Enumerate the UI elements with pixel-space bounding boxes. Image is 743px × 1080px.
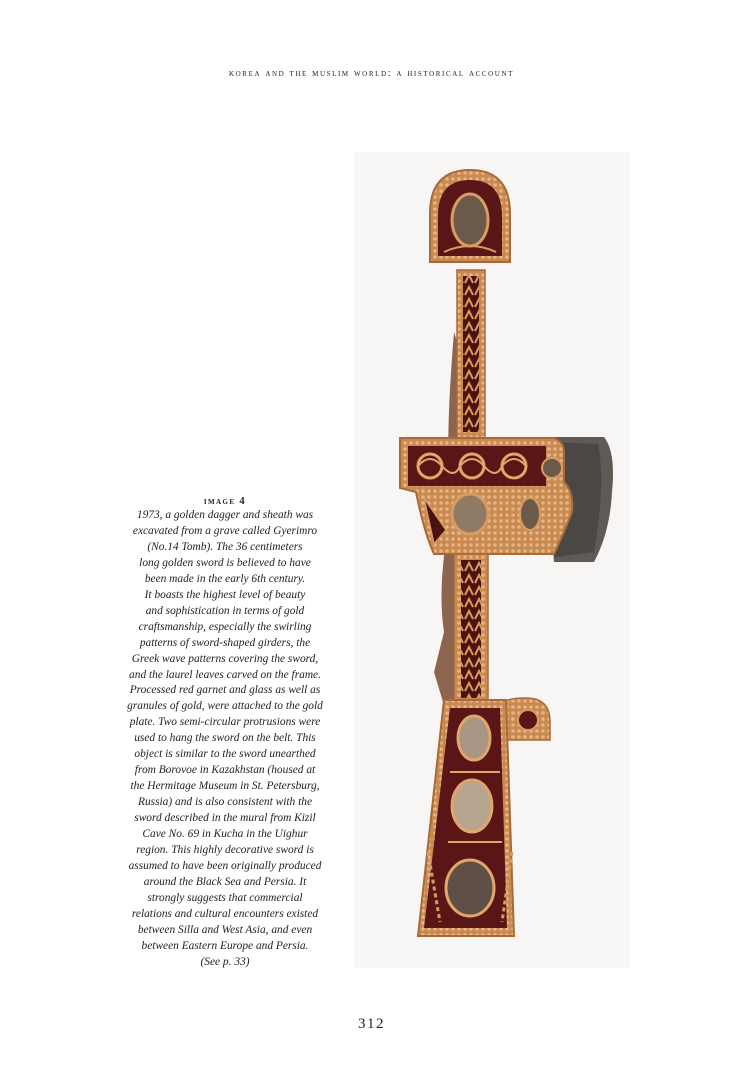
suspension-loop bbox=[504, 698, 550, 740]
caption-line: Cave No. 69 in Kucha in the Uighur bbox=[142, 828, 308, 841]
caption-line: granules of gold, were attached to the gold bbox=[127, 700, 323, 713]
caption-line: between Eastern Europe and Persia. bbox=[141, 939, 309, 952]
caption-line: excavated from a grave called Gyerimro bbox=[132, 524, 318, 537]
guard bbox=[400, 438, 572, 554]
caption-body bbox=[114, 508, 336, 971]
caption-line: long golden sword is believed to have bbox=[139, 556, 311, 569]
running-head: korea and the muslim world: a historical account bbox=[228, 68, 514, 79]
caption-line: plate. Two semi-circular protrusions were bbox=[129, 716, 321, 729]
caption-line: sword described in the mural from Kizil bbox=[134, 812, 316, 825]
caption-line: object is similar to the sword unearthed bbox=[134, 748, 316, 761]
pommel bbox=[430, 170, 510, 262]
caption-line: 1973, a golden dagger and sheath was bbox=[136, 509, 314, 521]
caption-line: It boasts the highest level of beauty bbox=[144, 588, 306, 601]
sheath-middle bbox=[454, 554, 488, 704]
caption-line: craftsmanship, especially the swirling bbox=[138, 620, 312, 633]
grip bbox=[457, 270, 485, 438]
caption-line: region. This highly decorative sword is bbox=[136, 844, 314, 857]
caption-line: and sophistication in terms of gold bbox=[145, 604, 305, 617]
page-number: 312 bbox=[358, 1016, 385, 1032]
sheath-lower bbox=[418, 700, 514, 936]
caption-line: Processed red garnet and glass as well as bbox=[129, 684, 321, 697]
caption-line: Russia) and is also consistent with the bbox=[137, 796, 313, 809]
caption-line: assumed to have been originally produced bbox=[128, 859, 322, 872]
caption-line: the Hermitage Museum in St. Petersburg, bbox=[130, 780, 320, 793]
caption-line: used to hang the sword on the belt. This bbox=[134, 732, 316, 745]
caption-line: patterns of sword-shaped girders, the bbox=[139, 636, 311, 649]
caption-line: been made in the early 6th century. bbox=[144, 572, 306, 585]
caption-line: (No.14 Tomb). The 36 centimeters bbox=[147, 540, 303, 553]
figure-caption bbox=[114, 496, 336, 971]
caption-line: around the Black Sea and Persia. It bbox=[143, 875, 307, 888]
caption-line: Greek wave patterns covering the sword, bbox=[131, 652, 319, 665]
caption-line: between Silla and West Asia, and even bbox=[137, 923, 313, 936]
caption-line: strongly suggests that commercial bbox=[147, 891, 303, 904]
caption-line: relations and cultural encounters existed bbox=[131, 907, 319, 920]
caption-line: (See p. 33) bbox=[200, 955, 250, 968]
figure-label: image 4 bbox=[203, 496, 247, 507]
golden-dagger-photo bbox=[354, 152, 630, 968]
caption-line: from Borovoe in Kazakhstan (housed at bbox=[134, 764, 316, 777]
caption-line: and the laurel leaves carved on the frame. bbox=[129, 668, 321, 681]
